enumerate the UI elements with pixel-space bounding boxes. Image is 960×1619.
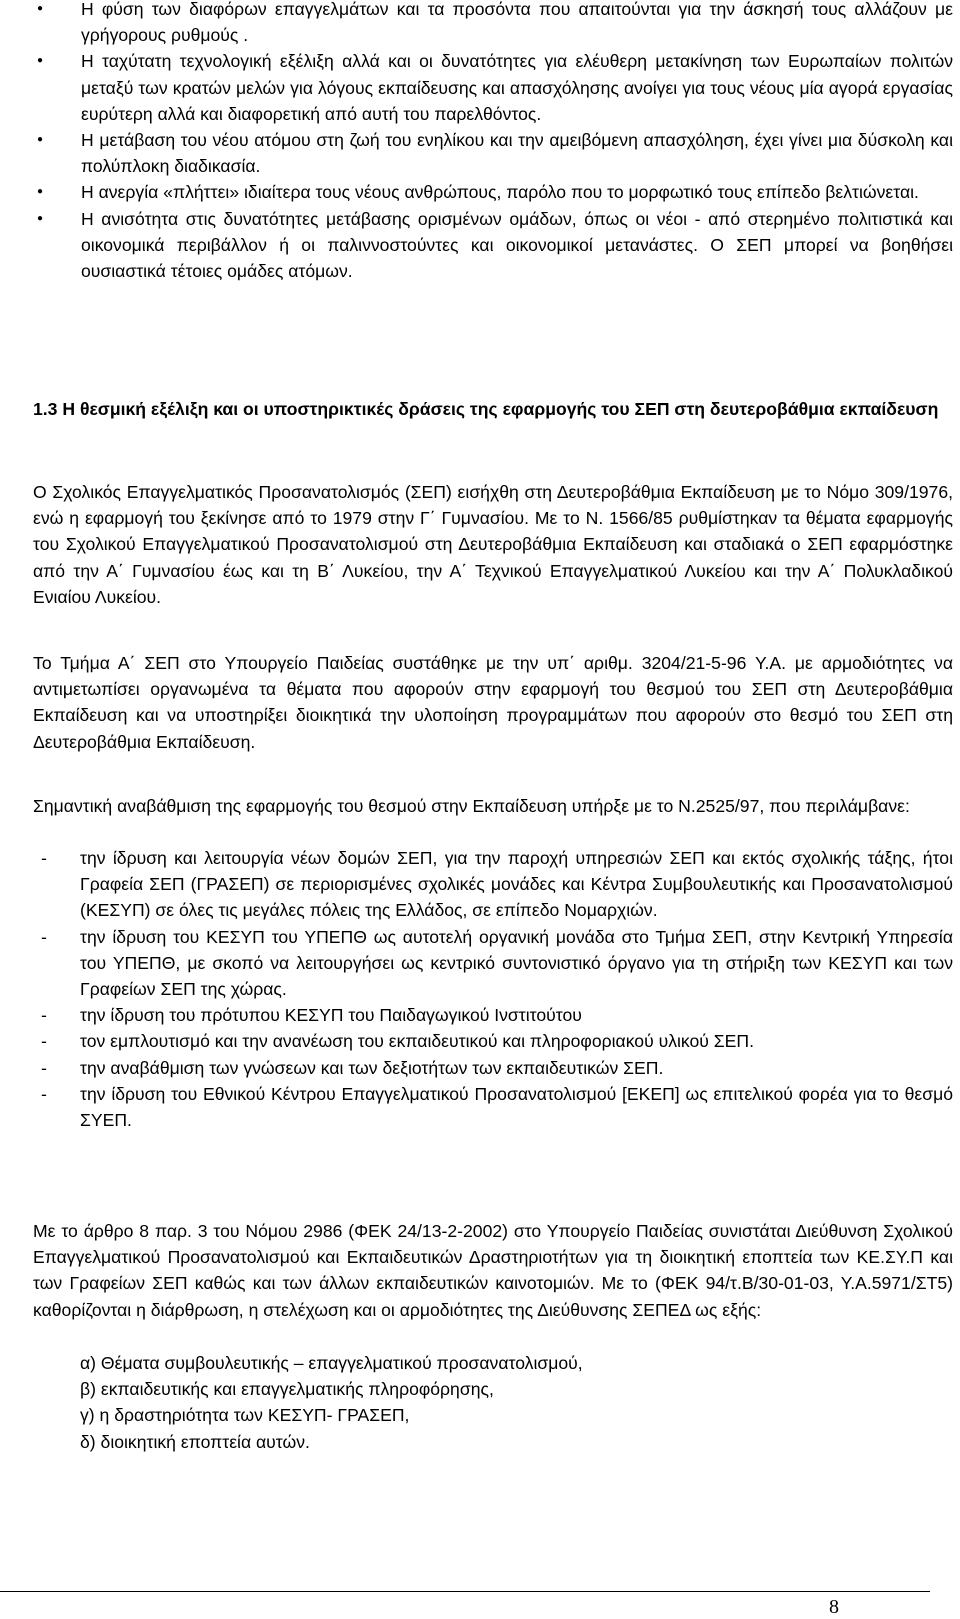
alpha-item: β) εκπαιδευτικής και επαγγελματικής πληροφόρησης, [80, 1379, 494, 1400]
alpha-list [80, 1350, 940, 1455]
bullet-item: ● Η ανεργία «πλήττει» ιδιαίτερα τους νέους ανθρώπους, παρόλο που το μορφωτικό τους επίπεδο βελτιώνεται. [33, 179, 953, 205]
dash-item: - τον εμπλουτισμό και την ανανέωση του εκπαιδευτικού και πληροφοριακού υλικού ΣΕΠ. [33, 1028, 953, 1054]
paragraph-department: Το Τμήμα Α΄ ΣΕΠ στο Υπουργείο Παιδείας συστάθηκε με την υπ΄ αριθμ. 3204/21-5-96 Υ.Α. με αρμοδιότητες να αντιμετωπίσει οργανωμένα τα θέματα που αφορούν στην εφαρμογή του θεσμού του ΣΕΠ στη Δευτεροβάθμια Εκπαίδευση και να υποστηρίξει διοικητικά την υλοποίηση προγραμμάτων που αφορούν στο θεσμό του ΣΕΠ στη Δευτεροβάθμια Εκπαίδευση. [33, 653, 953, 752]
dash-item: - την ίδρυση και λειτουργία νέων δομών ΣΕΠ, για την παροχή υπηρεσιών ΣΕΠ και εκτός σχολικής τάξης, ήτοι Γραφεία ΣΕΠ (ΓΡΑΣΕΠ) σε περιορισμένες σχολικές μονάδες και Κέντρα Συμβουλευτικής και Προσανατολισμού (ΚΕΣΥΠ) σε όλες τις μεγάλες πόλεις της Ελλάδος, σε επίπεδο Νομαρχιών. [33, 845, 953, 924]
alpha-item: α) Θέματα συμβουλευτικής – επαγγελματικού προσανατολισμού, [80, 1353, 583, 1373]
bullet-item: ● Η φύση των διαφόρων επαγγελμάτων και τα προσόντα που απαιτούνται για την άσκησή τους αλλάζουν με γρήγορους ρυθμούς . [33, 0, 953, 48]
alpha-item: γ) η δραστηριότητα των ΚΕΣΥΠ- ΓΡΑΣΕΠ, [80, 1405, 410, 1426]
dash-item: - την ίδρυση του ΚΕΣΥΠ του ΥΠΕΠΘ ως αυτοτελή οργανική μονάδα στο Τμήμα ΣΕΠ, στην Κεντρική Υπηρεσία του ΥΠΕΠΘ, με σκοπό να λειτουργήσει ως κεντρικό συντονιστικό όργανο για τη στήριξη των ΚΕΣΥΠ και των Γραφείων ΣΕΠ της χώρας. [33, 924, 953, 1003]
bullet-item: ● Η μετάβαση του νέου ατόμου στη ζωή του ενηλίκου και την αμειβόμενη απασχόληση, έχει γίνει μια δύσκολη και πολύπλοκη διαδικασία. [33, 127, 953, 179]
alpha-item: δ) διοικητική εποπτεία αυτών. [80, 1431, 310, 1452]
dash-list [33, 845, 953, 1133]
paragraph-directorate: Με το άρθρο 8 παρ. 3 του Νόμου 2986 (ΦΕΚ 24/13-2-2002) στο Υπουργείο Παιδείας συνιστάται Διεύθυνση Σχολικού Επαγγελματικού Προσανατολισμού και Εκπαιδευτικών Δραστηριοτήτων για τη διοικητική εποπτεία των ΚΕ.ΣΥ.Π και των Γραφείων ΣΕΠ καθώς και των άλλων εκπαιδευτικών καινοτομιών. Με το (ΦΕΚ 94/τ.Β/30-01-03, Υ.Α.5971/ΣΤ5) καθορίζονται η διάρθρωση, η στελέχωση και οι αρμοδιότητες της Διεύθυνσης ΣΕΠΕΔ ως εξής: [33, 1221, 953, 1320]
page-number: 8 [829, 1596, 839, 1618]
bullet-item: ● Η ταχύτατη τεχνολογική εξέλιξη αλλά και οι δυνατότητες για ελέυθερη μετακίνηση των Ευρωπαίων πολιτών μεταξύ των κρατών μελών για λόγους εκπαίδευσης και απασχόλησης ανοίγει για τους νέους μία αγορά εργασίας ευρύτερη αλλά και διαφορετική από αυτή του παρελθόντος. [33, 48, 953, 127]
section-heading: 1.3 Η θεσμική εξέλιξη και οι υποστηρικτικές δράσεις της εφαρμογής του ΣΕΠ στη δευτεροβάθμια εκπαίδευση [33, 399, 939, 419]
footer-rule [0, 1591, 930, 1592]
bullet-list [33, 0, 953, 284]
paragraph-sep-history: Ο Σχολικός Επαγγελματικός Προσανατολισμός (ΣΕΠ) εισήχθη στη Δευτεροβάθμια Εκπαίδευση με το Νόμο 309/1976, ενώ η εφαρμογή του ξεκίνησε από το 1979 στην Γ΄ Γυμνασίου. Με το Ν. 1566/85 ρυθμίστηκαν τα θέματα εφαρμογής του Σχολικού Επαγγελματικού Προσανατολισμού στη Δευτεροβάθμια Εκπαίδευση και σταδιακά ο ΣΕΠ εφαρμόστηκε από την Α΄ Γυμνασίου έως και τη Β΄ Λυκείου, την Α΄ Τεχνικού Επαγγελματικού Λυκείου και την Α΄ Πολυκλαδικού Ενιαίου Λυκείου. [33, 482, 953, 607]
bullet-item: ● Η ανισότητα στις δυνατότητες μετάβασης ορισμένων ομάδων, όπως οι νέοι - από στερημένο πολιτιστικά και οικονομικά περιβάλλον ή οι παλιννοστούντες και οικονομικοί μετανάστες. Ο ΣΕΠ μπορεί να βοηθήσει ουσιαστικά τέτοιες ομάδες ατόμων. [33, 206, 953, 285]
dash-item: - την ίδρυση του Εθνικού Κέντρου Επαγγελματικού Προσανατολισμού [ΕΚΕΠ] ως επιτελικού φορέα για το θεσμό ΣΥΕΠ. [33, 1081, 953, 1133]
dash-item: - την ίδρυση του πρότυπου ΚΕΣΥΠ του Παιδαγωγικού Ινστιτούτου [33, 1002, 953, 1028]
dash-item: - την αναβάθμιση των γνώσεων και των δεξιοτήτων των εκπαιδευτικών ΣΕΠ. [33, 1055, 953, 1081]
paragraph-upgrade: Σημαντική αναβάθμιση της εφαρμογής του θεσμού στην Εκπαίδευση υπήρξε με το Ν.2525/97, που περιλάμβανε: [33, 796, 910, 816]
